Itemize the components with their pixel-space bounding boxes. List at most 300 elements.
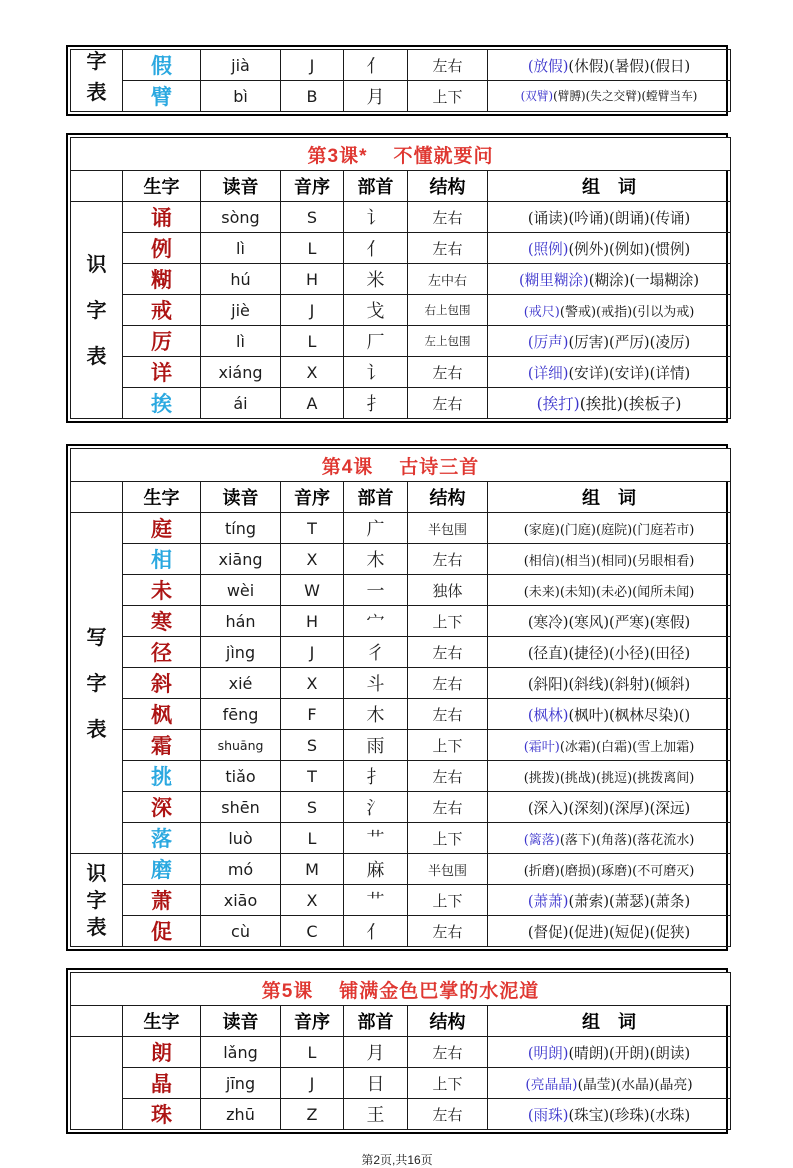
initial-cell: L	[281, 233, 344, 264]
word-group: (萧索)	[568, 892, 610, 910]
char-cell: 珠	[123, 1099, 201, 1130]
char-cell: 磨	[123, 854, 201, 885]
words-cell	[488, 730, 731, 761]
word-group: (斜射)	[609, 675, 650, 693]
radical-cell: 讠	[344, 357, 408, 388]
radical-cell: 氵	[344, 792, 408, 823]
word-group: (挑逗)	[596, 770, 633, 786]
radical-cell: 木	[344, 544, 408, 575]
word-group: ()	[678, 706, 691, 724]
word-group: (例如)	[609, 240, 650, 258]
char-cell: 详	[123, 357, 201, 388]
word-group: (臂膊)	[553, 89, 586, 103]
initial-cell: X	[281, 357, 344, 388]
lesson-title-row	[71, 973, 731, 1006]
table-row	[71, 81, 731, 112]
structure-cell: 半包围	[408, 854, 488, 885]
pinyin-cell: hú	[201, 264, 281, 295]
col-header-pronunciation: 读音	[201, 171, 281, 202]
structure-cell: 上下	[408, 81, 488, 112]
table-row	[71, 295, 731, 326]
word-group: (传诵)	[649, 209, 691, 227]
pinyin-cell: jià	[201, 50, 281, 81]
table-row	[71, 606, 731, 637]
words-cell	[488, 792, 731, 823]
word-group: (促狭)	[649, 923, 691, 941]
structure-cell: 右上包围	[408, 295, 488, 326]
col-header-pronunciation: 读音	[201, 482, 281, 513]
pinyin-cell: ái	[201, 388, 281, 419]
table-row	[71, 792, 731, 823]
word-group: (挨批)	[579, 395, 623, 413]
pinyin-cell: jīng	[201, 1068, 281, 1099]
words-cell	[488, 699, 731, 730]
lesson-number: 第4课	[321, 456, 374, 478]
pinyin-cell: fēng	[201, 699, 281, 730]
word-group: (未必)	[596, 584, 633, 600]
radical-cell: 米	[344, 264, 408, 295]
column-header-row	[71, 1006, 731, 1037]
word-group: (诵读)	[527, 209, 569, 227]
pinyin-cell: xiáng	[201, 357, 281, 388]
word-group: (家庭)	[523, 522, 560, 538]
section-label: 识 字 表	[86, 860, 107, 939]
word-group: (惯例)	[649, 240, 691, 258]
table-row	[71, 1068, 731, 1099]
words-cell	[488, 761, 731, 792]
word-group: (捷径)	[568, 644, 610, 662]
words-cell	[488, 295, 731, 326]
section-label: 字 表	[86, 49, 107, 104]
structure-cell: 独体	[408, 575, 488, 606]
word-group: (螳臂当车)	[641, 89, 698, 103]
pinyin-cell: jiè	[201, 295, 281, 326]
initial-cell: T	[281, 761, 344, 792]
table-row	[71, 202, 731, 233]
lesson-name: 铺满金色巴掌的水泥道	[339, 980, 540, 1002]
table-row	[71, 575, 731, 606]
lesson-name: 古诗三首	[399, 456, 480, 478]
initial-cell: L	[281, 823, 344, 854]
words-cell	[488, 544, 731, 575]
char-cell: 径	[123, 637, 201, 668]
pinyin-cell: shēn	[201, 792, 281, 823]
col-header-structure: 结构	[408, 171, 488, 202]
word-group: (珍珠)	[609, 1106, 650, 1124]
word-group: (晴朗)	[568, 1044, 610, 1062]
char-cell: 臂	[123, 81, 201, 112]
lesson-table	[66, 444, 728, 951]
word-group: (例外)	[568, 240, 610, 258]
side-header-cell	[71, 482, 123, 513]
word-group: (朗诵)	[609, 209, 650, 227]
section-label-cell	[71, 202, 123, 419]
pinyin-cell: zhū	[201, 1099, 281, 1130]
radical-cell: 麻	[344, 854, 408, 885]
section-label-cell	[71, 854, 123, 947]
structure-cell: 左右	[408, 1099, 488, 1130]
lesson-name: 不懂就要问	[393, 145, 494, 167]
pinyin-cell: luò	[201, 823, 281, 854]
word-group: (安详)	[568, 364, 610, 382]
col-header-radical: 部首	[344, 482, 408, 513]
word-group: (晶亮)	[654, 1077, 693, 1093]
word-group: (雪上加霜)	[632, 739, 695, 755]
section-label-cell	[71, 50, 123, 112]
radical-cell: 亻	[344, 916, 408, 947]
word-group: (放假)	[527, 57, 569, 75]
radical-cell: 扌	[344, 761, 408, 792]
initial-cell: J	[281, 295, 344, 326]
char-cell: 戒	[123, 295, 201, 326]
char-cell: 朗	[123, 1037, 201, 1068]
col-header-char: 生字	[123, 171, 201, 202]
word-group: (挨板子)	[622, 395, 682, 413]
initial-cell: X	[281, 668, 344, 699]
section-label: 写 字 表	[86, 625, 107, 741]
structure-cell: 左右	[408, 50, 488, 81]
col-header-radical: 部首	[344, 171, 408, 202]
word-group: (晶莹)	[577, 1077, 616, 1093]
char-cell: 枫	[123, 699, 201, 730]
structure-cell: 左右	[408, 668, 488, 699]
char-cell: 庭	[123, 513, 201, 544]
words-cell	[488, 357, 731, 388]
section-label-cell	[71, 1037, 123, 1130]
word-group: (门庭若市)	[632, 522, 695, 538]
pinyin-cell: xiāo	[201, 885, 281, 916]
column-header-row	[71, 171, 731, 202]
char-cell: 厉	[123, 326, 201, 357]
page-footer: 第2页,共16页	[361, 1153, 433, 1167]
char-cell: 未	[123, 575, 201, 606]
char-cell: 诵	[123, 202, 201, 233]
word-group: (戒指)	[596, 304, 633, 320]
pinyin-cell: tíng	[201, 513, 281, 544]
table-row	[71, 916, 731, 947]
word-group: (失之交臂)	[585, 89, 642, 103]
initial-cell: W	[281, 575, 344, 606]
pinyin-cell: jìng	[201, 637, 281, 668]
pinyin-cell: bì	[201, 81, 281, 112]
vocab-table	[70, 49, 731, 112]
table-row	[71, 854, 731, 885]
char-cell: 寒	[123, 606, 201, 637]
table-row	[71, 761, 731, 792]
structure-cell: 左右	[408, 202, 488, 233]
char-cell: 斜	[123, 668, 201, 699]
radical-cell: 宀	[344, 606, 408, 637]
radical-cell: 木	[344, 699, 408, 730]
structure-cell: 上下	[408, 823, 488, 854]
initial-cell: B	[281, 81, 344, 112]
structure-cell: 左右	[408, 357, 488, 388]
word-group: (落花流水)	[632, 832, 695, 848]
word-group: (凌厉)	[649, 333, 691, 351]
words-cell	[488, 1099, 731, 1130]
words-cell	[488, 885, 731, 916]
col-header-radical: 部首	[344, 1006, 408, 1037]
char-cell: 落	[123, 823, 201, 854]
radical-cell: 扌	[344, 388, 408, 419]
structure-cell: 左右	[408, 916, 488, 947]
radical-cell: 日	[344, 1068, 408, 1099]
pinyin-cell: lì	[201, 233, 281, 264]
initial-cell: S	[281, 202, 344, 233]
structure-cell: 左右	[408, 1037, 488, 1068]
table-row	[71, 388, 731, 419]
lesson-title-row	[71, 138, 731, 171]
table-row	[71, 50, 731, 81]
lesson-title-cell	[71, 973, 731, 1006]
table-row	[71, 637, 731, 668]
initial-cell: H	[281, 264, 344, 295]
initial-cell: F	[281, 699, 344, 730]
word-group: (朗读)	[649, 1044, 691, 1062]
radical-cell: 亻	[344, 233, 408, 264]
word-group: (挑战)	[559, 770, 597, 786]
word-group: (促进)	[568, 923, 610, 941]
word-group: (引以为戒)	[632, 304, 695, 320]
radical-cell: 讠	[344, 202, 408, 233]
table-row	[71, 264, 731, 295]
words-cell	[488, 81, 731, 112]
lesson-title-cell	[71, 449, 731, 482]
words-cell	[488, 1037, 731, 1068]
col-header-alphabetical-order: 音序	[281, 171, 344, 202]
radical-cell: 厂	[344, 326, 408, 357]
initial-cell: X	[281, 885, 344, 916]
initial-cell: X	[281, 544, 344, 575]
word-group: (角落)	[596, 832, 633, 848]
char-cell: 深	[123, 792, 201, 823]
words-cell	[488, 50, 731, 81]
side-header-cell	[71, 1006, 123, 1037]
structure-cell: 半包围	[408, 513, 488, 544]
word-group: (雨珠)	[527, 1106, 569, 1124]
words-cell	[488, 637, 731, 668]
word-group: (相当)	[559, 553, 597, 569]
word-group: (斜阳)	[527, 675, 569, 693]
word-group: (未来)	[523, 584, 560, 600]
structure-cell: 左右	[408, 761, 488, 792]
table-row	[71, 1099, 731, 1130]
lesson-title-cell	[71, 138, 731, 171]
radical-cell: 亻	[344, 50, 408, 81]
vocab-table	[70, 972, 731, 1130]
word-group: (琢磨)	[596, 863, 633, 879]
table-row	[71, 513, 731, 544]
table-row	[71, 326, 731, 357]
initial-cell: L	[281, 1037, 344, 1068]
word-group: (折磨)	[523, 863, 560, 879]
word-group: (督促)	[527, 923, 569, 941]
table-row	[71, 544, 731, 575]
word-group: (枫叶)	[568, 706, 610, 724]
initial-cell: S	[281, 792, 344, 823]
lesson-number: 第5课	[261, 980, 314, 1002]
word-group: (短促)	[609, 923, 650, 941]
structure-cell: 上下	[408, 606, 488, 637]
words-cell	[488, 326, 731, 357]
word-group: (休假)	[568, 57, 609, 75]
word-group: (白霜)	[596, 739, 633, 755]
pinyin-cell: wèi	[201, 575, 281, 606]
word-group: (寒冷)	[527, 613, 569, 631]
word-group: (庭院)	[596, 522, 633, 538]
side-header-cell	[71, 171, 123, 202]
word-group: (落下)	[559, 832, 597, 848]
char-cell: 相	[123, 544, 201, 575]
char-cell: 假	[123, 50, 201, 81]
char-cell: 促	[123, 916, 201, 947]
word-group: (萧瑟)	[609, 892, 650, 910]
word-group: (枫林尽染)	[609, 706, 679, 724]
vocab-table	[70, 137, 731, 419]
words-cell	[488, 202, 731, 233]
word-group: (严厉)	[609, 333, 650, 351]
word-group: (田径)	[649, 644, 691, 662]
word-group: (吟诵)	[568, 209, 610, 227]
structure-cell: 左上包围	[408, 326, 488, 357]
pinyin-cell: mó	[201, 854, 281, 885]
initial-cell: J	[281, 50, 344, 81]
pinyin-cell: cù	[201, 916, 281, 947]
words-cell	[488, 823, 731, 854]
word-group: (照例)	[527, 240, 569, 258]
word-group: (闻所未闻)	[632, 584, 695, 600]
word-group: (亮晶晶)	[525, 1077, 578, 1093]
radical-cell: 月	[344, 1037, 408, 1068]
col-header-alphabetical-order: 音序	[281, 482, 344, 513]
col-header-structure: 结构	[408, 482, 488, 513]
col-header-char: 生字	[123, 1006, 201, 1037]
lesson-table	[66, 133, 728, 423]
word-group: (珠宝)	[568, 1106, 610, 1124]
word-group: (挑拨)	[523, 770, 560, 786]
initial-cell: J	[281, 1068, 344, 1099]
word-group: (水晶)	[615, 1077, 655, 1093]
word-group: (详情)	[649, 364, 691, 382]
char-cell: 例	[123, 233, 201, 264]
radical-cell: 艹	[344, 823, 408, 854]
word-group: (磨损)	[559, 863, 597, 879]
structure-cell: 左右	[408, 544, 488, 575]
lesson-table	[66, 968, 728, 1134]
word-group: (寒假)	[649, 613, 691, 631]
col-header-char: 生字	[123, 482, 201, 513]
pinyin-cell: sòng	[201, 202, 281, 233]
initial-cell: L	[281, 326, 344, 357]
initial-cell: C	[281, 916, 344, 947]
words-cell	[488, 513, 731, 544]
word-group: (相信)	[523, 553, 560, 569]
char-cell: 糊	[123, 264, 201, 295]
table-row	[71, 885, 731, 916]
structure-cell: 左右	[408, 792, 488, 823]
word-group: (详细)	[527, 364, 569, 382]
word-group: (冰霜)	[559, 739, 597, 755]
word-group: (戒尺)	[523, 304, 560, 320]
word-group: (篱落)	[523, 832, 560, 848]
tables-container	[66, 45, 728, 1168]
words-cell	[488, 575, 731, 606]
words-cell	[488, 854, 731, 885]
word-group: (萧条)	[649, 892, 691, 910]
structure-cell: 左右	[408, 699, 488, 730]
radical-cell: 艹	[344, 885, 408, 916]
word-group: (糊里糊涂)	[518, 271, 589, 289]
col-header-pronunciation: 读音	[201, 1006, 281, 1037]
char-cell: 霜	[123, 730, 201, 761]
words-cell	[488, 916, 731, 947]
radical-cell: 戈	[344, 295, 408, 326]
words-cell	[488, 606, 731, 637]
word-group: (严寒)	[609, 613, 650, 631]
word-group: (明朗)	[527, 1044, 569, 1062]
initial-cell: M	[281, 854, 344, 885]
lesson-table	[66, 45, 728, 116]
word-group: (警戒)	[559, 304, 597, 320]
pinyin-cell: tiǎo	[201, 761, 281, 792]
pinyin-cell: shuāng	[201, 730, 281, 761]
structure-cell: 上下	[408, 1068, 488, 1099]
table-row	[71, 668, 731, 699]
radical-cell: 月	[344, 81, 408, 112]
words-cell	[488, 1068, 731, 1099]
column-header-row	[71, 482, 731, 513]
structure-cell: 上下	[408, 730, 488, 761]
col-header-structure: 结构	[408, 1006, 488, 1037]
initial-cell: A	[281, 388, 344, 419]
pinyin-cell: lǎng	[201, 1037, 281, 1068]
word-group: (霜叶)	[523, 739, 560, 755]
initial-cell: T	[281, 513, 344, 544]
table-row	[71, 823, 731, 854]
word-group: (水珠)	[649, 1106, 691, 1124]
char-cell: 挨	[123, 388, 201, 419]
word-group: (寒风)	[568, 613, 610, 631]
word-group: (厉害)	[568, 333, 610, 351]
col-header-word-groups: 组 词	[488, 171, 731, 202]
initial-cell: S	[281, 730, 344, 761]
table-row	[71, 730, 731, 761]
structure-cell: 左右	[408, 233, 488, 264]
table-row	[71, 1037, 731, 1068]
word-group: (径直)	[527, 644, 569, 662]
word-group: (深刻)	[568, 799, 610, 817]
pinyin-cell: hán	[201, 606, 281, 637]
word-group: (萧萧)	[527, 892, 569, 910]
word-group: (开朗)	[609, 1044, 650, 1062]
word-group: (假日)	[649, 57, 691, 75]
section-label-cell	[71, 513, 123, 854]
structure-cell: 上下	[408, 885, 488, 916]
word-group: (深远)	[649, 799, 691, 817]
word-group: (双臂)	[520, 89, 554, 103]
words-cell	[488, 233, 731, 264]
pinyin-cell: lì	[201, 326, 281, 357]
lesson-number: 第3课*	[307, 145, 368, 167]
radical-cell: 王	[344, 1099, 408, 1130]
words-cell	[488, 668, 731, 699]
word-group: (倾斜)	[649, 675, 691, 693]
word-group: (相同)	[596, 553, 633, 569]
radical-cell: 一	[344, 575, 408, 606]
word-group: (挨打)	[536, 395, 580, 413]
col-header-word-groups: 组 词	[488, 1006, 731, 1037]
word-group: (未知)	[559, 584, 597, 600]
